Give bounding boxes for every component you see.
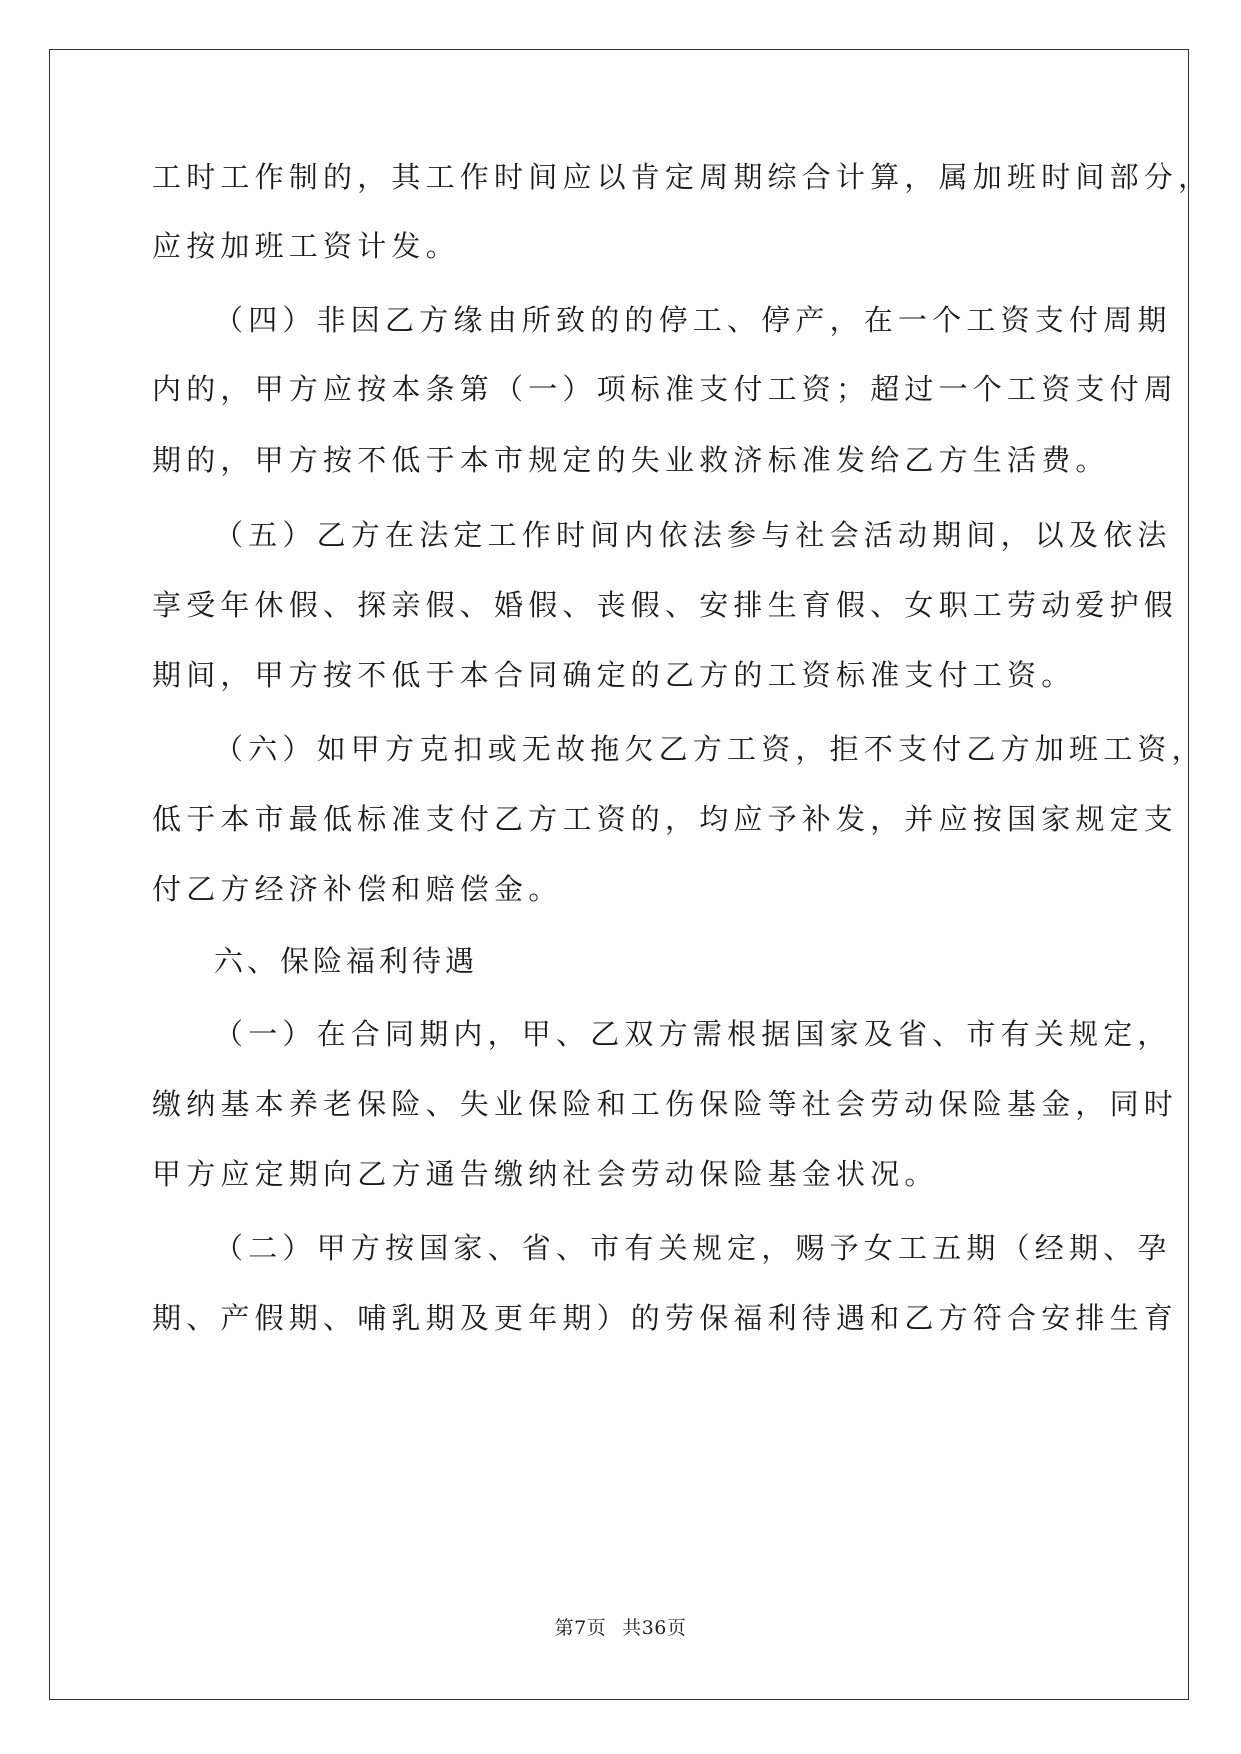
text-line: 工时工作制的，其工作时间应以肯定周期综合计算，属加班时间部分， <box>152 160 1213 194</box>
text-line: 付乙方经济补偿和赔偿金。 <box>152 872 563 906</box>
text-line: （一）在合同期内，甲、乙双方需根据国家及省、市有关规定， <box>214 1017 1172 1051</box>
page-footer <box>0 1616 1241 1640</box>
section-heading: 六、保险福利待遇 <box>214 944 479 978</box>
text-line: 期间，甲方按不低于本合同确定的乙方的工资标准支付工资。 <box>152 658 1076 692</box>
page-number: 第7页 <box>554 1617 607 1639</box>
text-line: 期、产假期、哺乳期及更年期）的劳保福利待遇和乙方符合安排生育 <box>152 1301 1179 1335</box>
text-line: 内的，甲方应按本条第（一）项标准支付工资；超过一个工资支付周 <box>152 372 1179 406</box>
text-line: （五）乙方在法定工作时间内依法参与社会活动期间，以及依法 <box>214 518 1172 552</box>
text-line: 甲方应定期向乙方通告缴纳社会劳动保险基金状况。 <box>152 1157 939 1191</box>
text-line: 期的，甲方按不低于本市规定的失业救济标准发给乙方生活费。 <box>152 443 1110 477</box>
text-line: 应按加班工资计发。 <box>152 229 460 263</box>
text-line: 缴纳基本养老保险、失业保险和工伤保险等社会劳动保险基金，同时 <box>152 1087 1179 1121</box>
text-line: （六）如甲方克扣或无故拖欠乙方工资，拒不支付乙方加班工资， <box>214 732 1206 766</box>
text-line: 享受年休假、探亲假、婚假、丧假、安排生育假、女职工劳动爱护假 <box>152 588 1179 622</box>
text-line: （四）非因乙方缘由所致的的停工、停产，在一个工资支付周期 <box>214 303 1172 337</box>
text-line: （二）甲方按国家、省、市有关规定，赐予女工五期（经期、孕 <box>214 1231 1172 1265</box>
page-total: 共36页 <box>622 1617 687 1639</box>
text-line: 低于本市最低标准支付乙方工资的，均应予补发，并应按国家规定支 <box>152 802 1179 836</box>
